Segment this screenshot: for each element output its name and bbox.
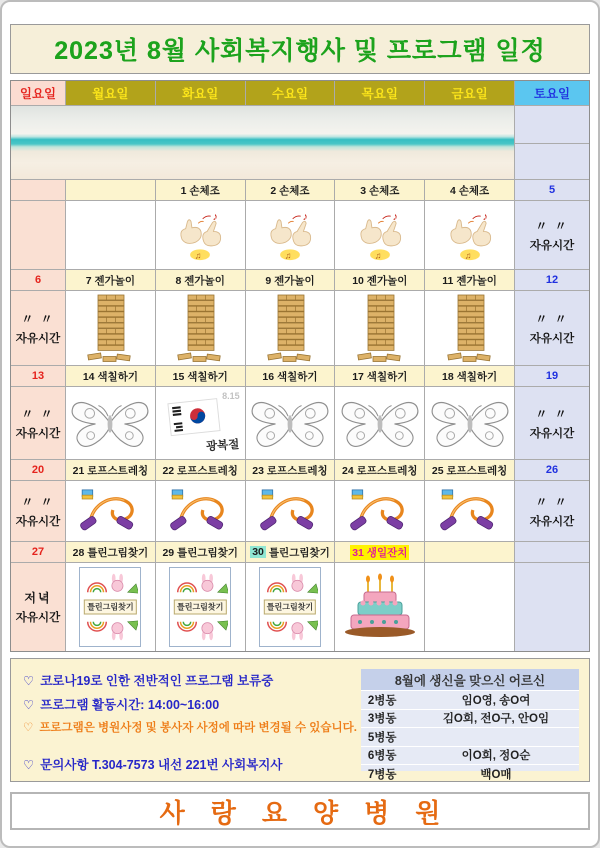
saturday-banner-cell: [515, 106, 589, 179]
liberation-day-label: 광복절: [205, 438, 241, 454]
beach-photo-banner: [11, 106, 514, 179]
jump-rope-icon: [78, 487, 142, 535]
butterfly-icon: [246, 394, 334, 452]
date-cell: 16 색칠하기: [246, 366, 335, 386]
free-time-label: 자유시간: [529, 428, 575, 440]
birthday-table: [361, 669, 579, 781]
date-cell: 7 젠가놀이: [66, 270, 155, 290]
activity-cell: [335, 291, 424, 365]
ward-label: 5병동: [367, 731, 397, 744]
title-bar: [10, 24, 590, 74]
ditto-marks: 〃 〃: [535, 407, 569, 421]
date-label: 틀린그림찾기: [268, 546, 330, 559]
saturday-free-time: [515, 291, 589, 365]
notes-list: [11, 659, 361, 781]
note-item: [23, 719, 357, 735]
names-cell: 임O영, 송O여: [461, 694, 531, 707]
note-text: 프로그램은 병원사정 및 봉사자 사정에 따라 변경될 수 있습니다.: [39, 722, 357, 734]
birthday-party-cell: [335, 563, 424, 651]
day-header-sunday: 일요일: [11, 81, 65, 105]
activity-cell: [66, 563, 155, 651]
date-cell: 6: [11, 270, 65, 290]
day-header-wednesday: 수요일: [246, 81, 335, 105]
date-cell: 27: [11, 542, 65, 562]
activity-cell: [335, 481, 424, 541]
footer-bar: [10, 792, 590, 830]
activity-cell: [246, 481, 335, 541]
table-row: [361, 710, 579, 729]
jump-rope-icon: [438, 487, 502, 535]
note-text: 프로그램 활동시간: 14:00~16:00: [40, 698, 220, 712]
activity-cell: [335, 387, 424, 459]
ward-label: 6병동: [367, 750, 397, 763]
day-header-friday: 금요일: [425, 81, 514, 105]
date-cell: 5: [515, 180, 589, 200]
activity-cell: [246, 563, 335, 651]
date-cell: 13: [11, 366, 65, 386]
date-cell: [425, 542, 514, 562]
jenga-icon: [176, 293, 224, 363]
free-time-label: 자유시간: [15, 428, 61, 440]
date-cell: 22 로프스트레칭: [156, 460, 245, 480]
heart-icon: ♡: [23, 674, 35, 688]
spot-difference-icon: [79, 567, 141, 647]
page-title: 2023년 8월 사회복지행사 및 프로그램 일정: [54, 37, 546, 65]
date-cell: 8 젠가놀이: [156, 270, 245, 290]
date-cell: 26: [515, 460, 589, 480]
activity-cell: [156, 563, 245, 651]
activity-cell: [425, 563, 514, 651]
day-header-tuesday: 화요일: [156, 81, 245, 105]
sunday-free-time: [11, 563, 65, 651]
spot-card-label: 틀린그림찾기: [264, 600, 316, 615]
jenga-icon: [86, 293, 134, 363]
date-cell: 21 로프스트레칭: [66, 460, 155, 480]
table-row: [361, 691, 579, 710]
birthday-cake-icon: [338, 572, 422, 642]
saturday-cell: [515, 563, 589, 651]
saturday-free-time: [515, 481, 589, 541]
ditto-marks: 〃 〃: [21, 407, 55, 421]
spot-card-label: 틀린그림찾기: [84, 600, 136, 615]
free-time-label: 자유시간: [529, 240, 575, 252]
date-cell: 25 로프스트레칭: [425, 460, 514, 480]
activity-cell: [335, 201, 424, 269]
hand-exercise-icon: [263, 209, 317, 261]
hospital-name: 사랑요양병원: [159, 797, 467, 828]
birthday-table-title: 8월에 생신을 맞으신 어르신: [361, 669, 579, 691]
activity-cell: [156, 481, 245, 541]
free-time-label: 자유시간: [15, 612, 61, 624]
activity-cell: [425, 291, 514, 365]
saturday-free-time: [515, 201, 589, 269]
date-cell: 18 색칠하기: [425, 366, 514, 386]
liberation-day-date: 8.15: [222, 391, 240, 401]
spot-difference-icon: [259, 567, 321, 647]
jump-rope-icon: [168, 487, 232, 535]
activity-cell: [66, 201, 155, 269]
activity-cell: [425, 387, 514, 459]
names-cell: 이O희, 정O순: [461, 750, 531, 763]
birthday-date-label: 31 생일잔치: [352, 546, 408, 559]
jenga-icon: [266, 293, 314, 363]
activity-cell: [66, 481, 155, 541]
activity-cell: [66, 291, 155, 365]
jenga-icon: [356, 293, 404, 363]
liberation-day-cell: [156, 387, 245, 459]
activity-cell: [156, 201, 245, 269]
notes-section: [10, 658, 590, 782]
sunday-free-time: [11, 387, 65, 459]
date-cell: 1 손체조: [156, 180, 245, 200]
ward-label: 3병동: [367, 713, 397, 726]
note-text: 코로나19로 인한 전반적인 프로그램 보류중: [40, 674, 274, 688]
date-cell: 4 손체조: [425, 180, 514, 200]
note-item: [23, 695, 357, 713]
date-cell: 23 로프스트레칭: [246, 460, 335, 480]
hand-exercise-icon: [443, 209, 497, 261]
date-cell: 19: [515, 366, 589, 386]
date-cell: [11, 180, 65, 200]
ditto-marks: 〃 〃: [21, 312, 55, 326]
jump-rope-icon: [258, 487, 322, 535]
spot-difference-icon: [169, 567, 231, 647]
note-text: 문의사항 T.304-7573 내선 221번 사회복지사: [40, 758, 283, 772]
activity-cell: [425, 481, 514, 541]
day-header-monday: 월요일: [66, 81, 155, 105]
evening-label: 저녁: [24, 591, 52, 605]
date-cell: 12: [515, 270, 589, 290]
ward-label: 7병동: [367, 768, 397, 781]
date-cell: 2 손체조: [246, 180, 335, 200]
date-cell: 17 색칠하기: [335, 366, 424, 386]
note-item: [23, 671, 357, 689]
heart-icon: ♡: [23, 698, 35, 712]
sunday-free-time: [11, 481, 65, 541]
sunday-cell: [11, 201, 65, 269]
activity-cell: [156, 291, 245, 365]
date-cell: 20: [11, 460, 65, 480]
date-cell: 24 로프스트레칭: [335, 460, 424, 480]
ditto-marks: 〃 〃: [535, 495, 569, 509]
butterfly-icon: [426, 394, 514, 452]
activity-cell: [246, 387, 335, 459]
date-cell: [335, 542, 424, 562]
hand-exercise-icon: [353, 209, 407, 261]
date-cell: [66, 180, 155, 200]
free-time-label: 자유시간: [529, 333, 575, 345]
date-cell: 15 색칠하기: [156, 366, 245, 386]
date-cell: [515, 542, 589, 562]
date-cell: [246, 542, 335, 562]
activity-cell: [246, 291, 335, 365]
hand-exercise-icon: [173, 209, 227, 261]
ditto-marks: 〃 〃: [535, 312, 569, 326]
date-cell: 9 젠가놀이: [246, 270, 335, 290]
jenga-icon: [446, 293, 494, 363]
date-cell: 11 젠가놀이: [425, 270, 514, 290]
names-cell: 김O희, 전O구, 안O임: [442, 713, 550, 726]
sunday-free-time: [11, 291, 65, 365]
spot-card-label: 틀린그림찾기: [174, 600, 226, 615]
day-header-thursday: 목요일: [335, 81, 424, 105]
activity-cell: [66, 387, 155, 459]
date-cell: 14 색칠하기: [66, 366, 155, 386]
free-time-label: 자유시간: [15, 333, 61, 345]
names-cell: 백O매: [480, 768, 512, 781]
heart-icon: ♡: [23, 758, 35, 772]
table-row: [361, 728, 579, 747]
day-header-saturday: 토요일: [515, 81, 589, 105]
calendar-grid: [10, 80, 590, 652]
free-time-label: 자유시간: [15, 516, 61, 528]
butterfly-icon: [336, 394, 424, 452]
date-cell: 10 젠가놀이: [335, 270, 424, 290]
table-row: [361, 765, 579, 784]
date-cell: 3 손체조: [335, 180, 424, 200]
free-time-label: 자유시간: [529, 516, 575, 528]
date-cell: 28 틀린그림찾기: [66, 542, 155, 562]
activity-cell: [246, 201, 335, 269]
date-cell: 29 틀린그림찾기: [156, 542, 245, 562]
names-cell: [413, 728, 579, 746]
ditto-marks: 〃 〃: [21, 495, 55, 509]
jump-rope-icon: [348, 487, 412, 535]
activity-cell: [425, 201, 514, 269]
note-item: [23, 755, 357, 773]
ditto-marks: 〃 〃: [535, 219, 569, 233]
highlighted-date: 30: [252, 546, 264, 558]
korean-flag-icon: [162, 393, 228, 443]
saturday-free-time: [515, 387, 589, 459]
butterfly-icon: [66, 394, 154, 452]
ward-label: 2병동: [367, 694, 397, 707]
table-row: [361, 747, 579, 766]
heart-icon: ♡: [23, 722, 34, 734]
